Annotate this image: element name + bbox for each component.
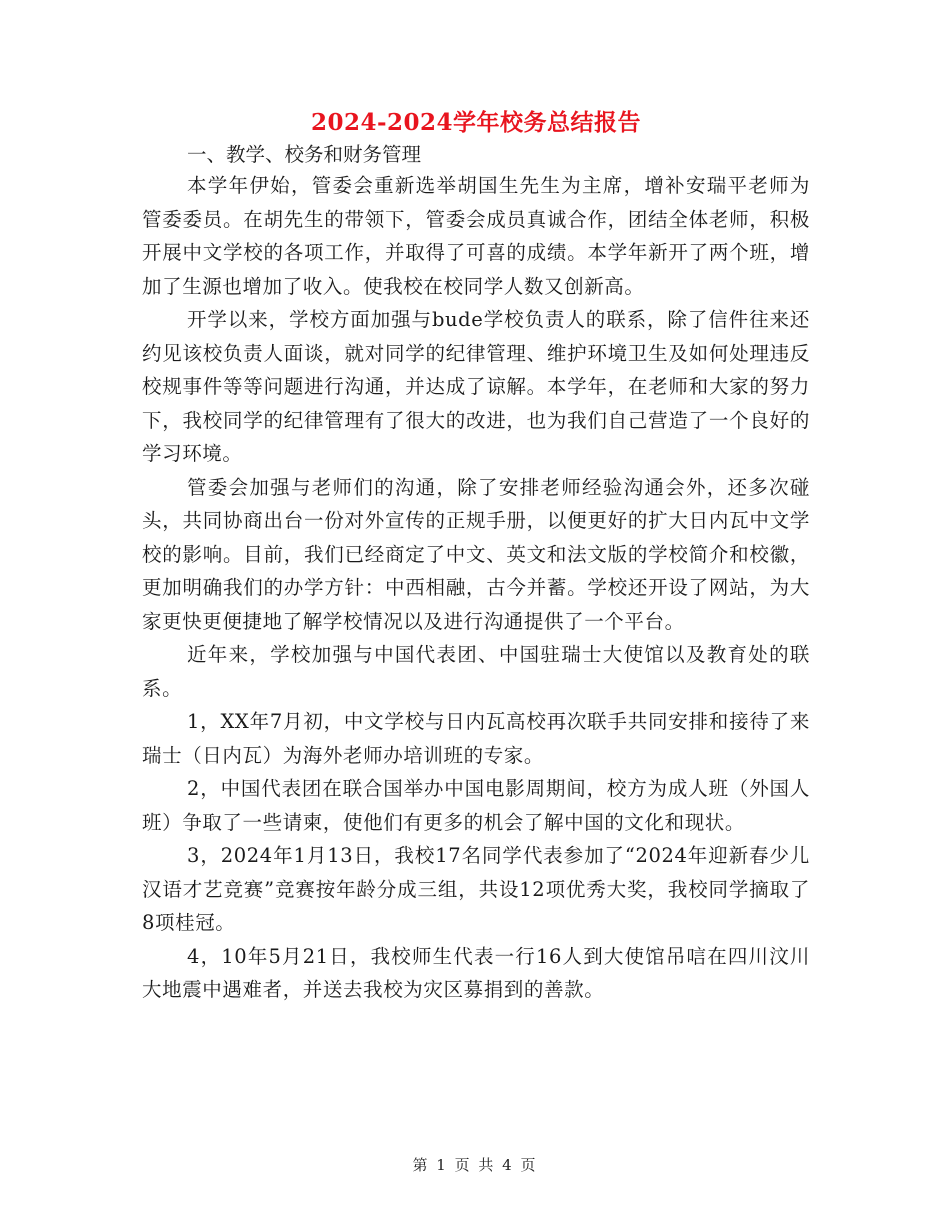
document-title: 2024-2024学年校务总结报告: [310, 109, 642, 136]
paragraph-2: 开学以来，学校方面加强与bude学校负责人的联系，除了信件往来还约见该校负责人面谈，就对同学的纪律管理、维护环境卫生及如何处理违反校规事件等等问题进行沟通，并达成了谅解。本学年，在老师和大家的努力下，我校同学的纪律管理有了很大的改进，也为我们自己营造了一个良好的学习环境。: [142, 308, 810, 465]
paragraph-3: 管委会加强与老师们的沟通，除了安排老师经验沟通会外，还多次碰头，共同协商出台一份对外宣传的正规手册，以便更好的扩大日内瓦中文学校的影响。目前，我们已经商定了中文、英文和法文版的学校简介和校徽，更加明确我们的办学方针：中西相融，古今并蓄。学校还开设了网站，为大家更快更便捷地了解学校情况以及进行沟通提供了一个平台。: [142, 475, 810, 633]
page-footer: 第 1 页 共 4 页: [412, 1156, 538, 1174]
list-item-3: 3，2024年1月13日，我校17名同学代表参加了“2024年迎新春少儿汉语才艺竞赛”竞赛按年龄分成三组，共设12项优秀大奖，我校同学摘取了8项桂冠。: [142, 844, 810, 934]
section-heading: 一、教学、校务和财务管理: [187, 143, 422, 166]
document-page: [142, 108, 810, 1007]
paragraph-1: 本学年伊始，管委会重新选举胡国生先生为主席，增补安瑞平老师为管委委员。在胡先生的带领下，管委会成员真诚合作，团结全体老师，积极开展中文学校的各项工作，并取得了可喜的成绩。本学年新开了两个班，增加了生源也增加了收入。使我校在校同学人数又创新高。: [142, 174, 810, 298]
list-item-4: 4，10年5月21日，我校师生代表一行16人到大使馆吊唁在四川汶川大地震中遇难者，并送去我校为灾区募捐到的善款。: [142, 944, 810, 1001]
list-item-1: 1，XX年7月初，中文学校与日内瓦高校再次联手共同安排和接待了来瑞士（日内瓦）为海外老师办培训班的专家。: [142, 710, 810, 767]
paragraph-4: 近年来，学校加强与中国代表团、中国驻瑞士大使馆以及教育处的联系。: [142, 643, 810, 700]
list-item-2: 2，中国代表团在联合国举办中国电影周期间，校方为成人班（外国人班）争取了一些请柬，使他们有更多的机会了解中国的文化和现状。: [142, 777, 810, 834]
